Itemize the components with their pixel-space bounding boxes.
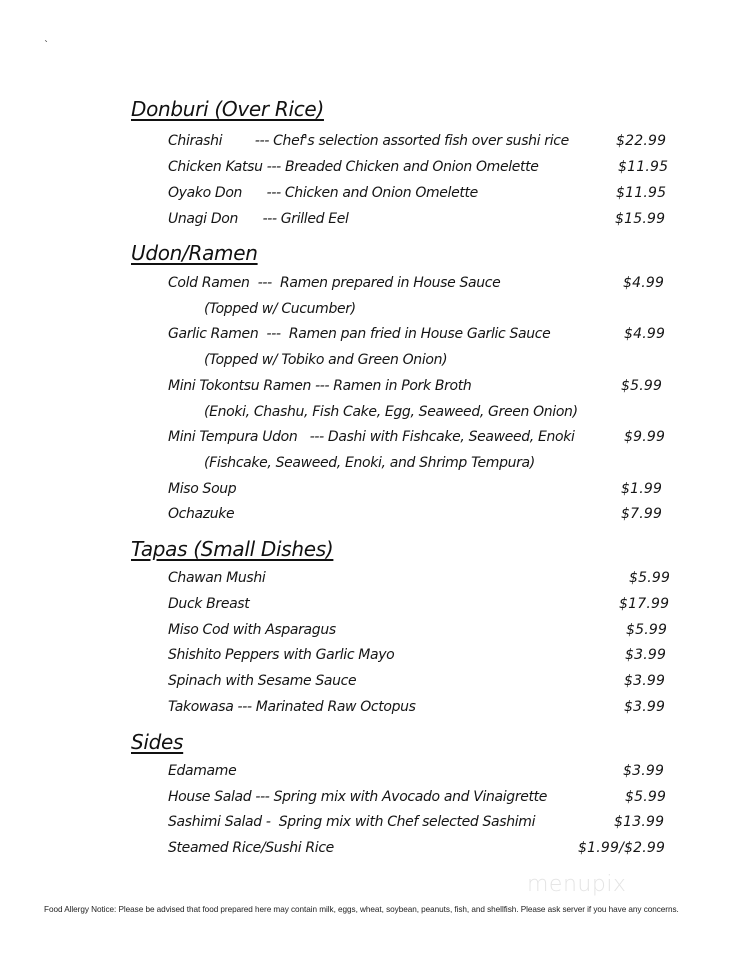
item-name: Mini Tokontsu Ramen --- Ramen in Pork Broth (168, 378, 472, 394)
item-price: $22.99 (616, 133, 667, 149)
item-price: $3.99 (624, 673, 666, 689)
item-name: Chawan Mushi (168, 570, 266, 586)
item-note: (Fishcake, Seaweed, Enoki, and Shrimp Tempura) (204, 455, 535, 471)
menu-item (168, 763, 742, 785)
menu-item (168, 378, 742, 400)
section-heading-donburi: Donburi (Over Rice) (131, 97, 324, 121)
menu-item (168, 622, 742, 644)
item-note: (Topped w/ Tobiko and Green Onion) (204, 352, 448, 368)
item-name: Edamame (168, 763, 237, 779)
item-price: $4.99 (624, 326, 666, 342)
item-name: Oyako Don --- Chicken and Onion Omelette (168, 185, 478, 201)
item-price: $1.99 (621, 481, 663, 497)
corner-mark: ` (44, 40, 49, 51)
item-name: Chirashi --- Chef's selection assorted fish over sushi rice (168, 133, 569, 149)
item-price: $1.99/$2.99 (578, 840, 666, 856)
item-name: Mini Tempura Udon --- Dashi with Fishcake, Seaweed, Enoki (168, 429, 575, 445)
item-name: Garlic Ramen --- Ramen pan fried in House Garlic Sauce (168, 326, 551, 342)
item-name: Sashimi Salad - Spring mix with Chef selected Sashimi (168, 814, 536, 830)
menu-item (168, 159, 742, 181)
item-price: $11.95 (616, 185, 667, 201)
menu-item (168, 326, 742, 348)
menu-item (168, 673, 742, 695)
item-name: Ochazuke (168, 506, 235, 522)
item-price: $17.99 (619, 596, 670, 612)
menu-item (168, 596, 742, 618)
item-name: Steamed Rice/Sushi Rice (168, 840, 334, 856)
item-price: $13.99 (614, 814, 665, 830)
item-name: Chicken Katsu --- Breaded Chicken and Onion Omelette (168, 159, 539, 175)
menu-item (168, 211, 742, 233)
item-name: Shishito Peppers with Garlic Mayo (168, 647, 395, 663)
item-name: Miso Soup (168, 481, 237, 497)
item-price: $3.99 (625, 647, 667, 663)
allergy-notice: Food Allergy Notice: Please be advised that food prepared here may contain milk, eggs, wheat, soybean, peanuts, fish, and shellfish. Please ask server if you have any concerns. (44, 905, 679, 914)
item-price: $4.99 (623, 275, 665, 291)
menu-item (168, 481, 742, 503)
item-price: $11.95 (618, 159, 669, 175)
menu-item (168, 275, 742, 297)
menu-item (168, 570, 742, 592)
section-heading-tapas: Tapas (Small Dishes) (131, 537, 334, 561)
item-price: $5.99 (626, 622, 668, 638)
item-price: $3.99 (623, 763, 665, 779)
item-price: $7.99 (621, 506, 663, 522)
menu-item (168, 429, 742, 451)
item-price: $5.99 (629, 570, 671, 586)
item-price: $15.99 (615, 211, 666, 227)
item-name: Unagi Don --- Grilled Eel (168, 211, 349, 227)
menupix-watermark: menupix (527, 872, 627, 897)
item-name: Duck Breast (168, 596, 250, 612)
menu-item (168, 840, 742, 862)
menu-item (168, 789, 742, 811)
item-price: $3.99 (624, 699, 666, 715)
item-price: $5.99 (625, 789, 667, 805)
menu-item (168, 699, 742, 721)
section-heading-sides: Sides (131, 730, 184, 754)
item-name: Takowasa --- Marinated Raw Octopus (168, 699, 416, 715)
item-price: $5.99 (621, 378, 663, 394)
item-note: (Topped w/ Cucumber) (204, 301, 356, 317)
item-name: Cold Ramen --- Ramen prepared in House Sauce (168, 275, 501, 291)
item-name: Spinach with Sesame Sauce (168, 673, 357, 689)
menu-item (168, 185, 742, 207)
menu-item (168, 506, 742, 528)
item-price: $9.99 (624, 429, 666, 445)
menu-item (168, 814, 742, 836)
section-heading-udon-ramen: Udon/Ramen (131, 241, 258, 265)
item-note: (Enoki, Chashu, Fish Cake, Egg, Seaweed, Green Onion) (204, 404, 578, 420)
menu-item (168, 133, 742, 155)
item-name: House Salad --- Spring mix with Avocado and Vinaigrette (168, 789, 548, 805)
menu-item (168, 647, 742, 669)
item-name: Miso Cod with Asparagus (168, 622, 336, 638)
